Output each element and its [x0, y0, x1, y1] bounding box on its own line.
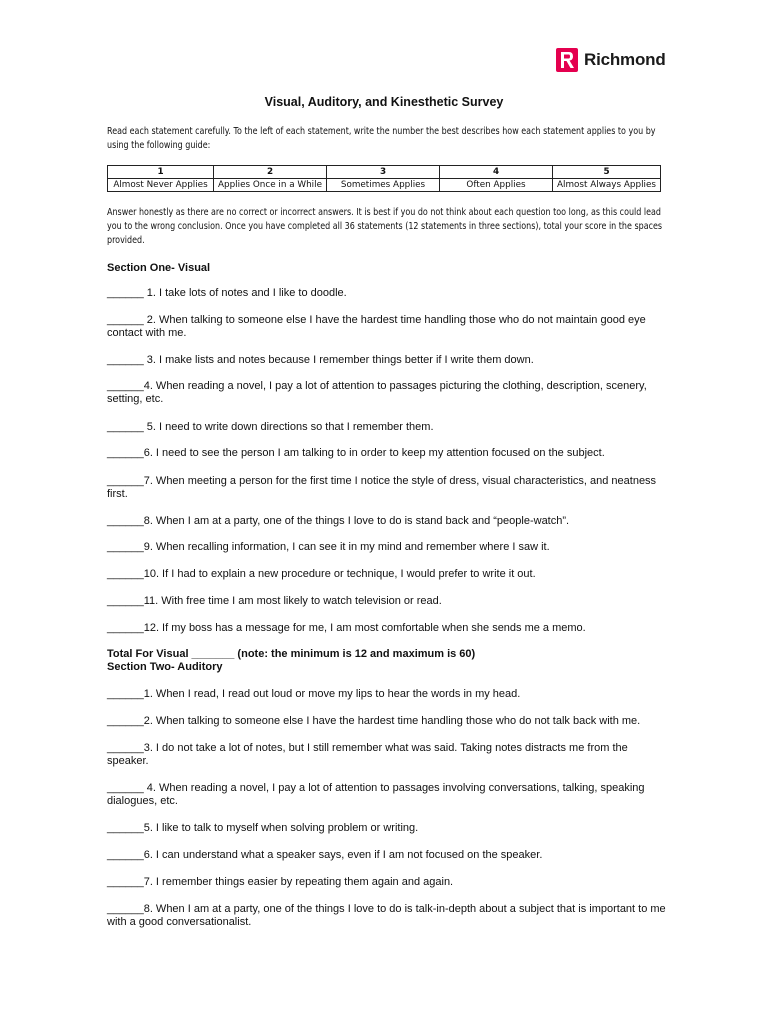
richmond-logo	[556, 47, 666, 73]
survey-item: ______ 4. When reading a novel, I pay a lot of attention to passages involving conversations, talking, speaking dialogues, etc.	[107, 782, 645, 807]
guide-label: Sometimes Applies	[327, 179, 440, 192]
survey-item: ______9. When recalling information, I can see it in my mind and remember where I saw it.	[107, 541, 550, 553]
guide-number-row	[108, 166, 661, 179]
rating-guide-table	[107, 165, 661, 192]
guide-number: 5	[553, 166, 661, 179]
page-title: Visual, Auditory, and Kinesthetic Survey	[264, 95, 504, 109]
richmond-logo-icon	[556, 48, 578, 72]
survey-item: ______1. When I read, I read out loud or move my lips to hear the words in my head.	[107, 688, 521, 700]
survey-item: ______8. When I am at a party, one of the things I love to do is talk-in-depth about a subject that is important to me with a good conversationalist.	[107, 903, 666, 928]
survey-item: ______6. I need to see the person I am talking to in order to keep my attention focused on the subject.	[107, 447, 605, 459]
guide-number: 2	[214, 166, 327, 179]
guide-label-row	[108, 179, 661, 192]
survey-item: ______7. I remember things easier by repeating them again and again.	[107, 876, 454, 888]
survey-item: ______7. When meeting a person for the first time I notice the style of dress, visual characteristics, and neatness first.	[107, 475, 657, 500]
survey-item: ______11. With free time I am most likely to watch television or read.	[107, 595, 442, 607]
section-heading-auditory: Section Two- Auditory	[107, 661, 223, 673]
survey-item: ______ 2. When talking to someone else I have the hardest time handling those who do not maintain good eye contact with me.	[107, 314, 646, 339]
guide-label: Applies Once in a While	[214, 179, 327, 192]
survey-item: ______ 5. I need to write down directions so that I remember them.	[107, 421, 434, 433]
instructions-note: Answer honestly as there are no correct or incorrect answers. It is best if you do not think about each question too long, as this could lead you to the wrong conclusion. Once you have completed all 36 statements (12 statements in three sections), total your score in the spaces provided.	[107, 207, 663, 246]
guide-label: Almost Always Applies	[553, 179, 661, 192]
survey-item: ______ 3. I make lists and notes because I remember things better if I write them down.	[107, 354, 534, 366]
survey-item: ______8. When I am at a party, one of the things I love to do is stand back and “people-watch”.	[107, 515, 570, 527]
guide-number: 4	[440, 166, 553, 179]
guide-number: 3	[327, 166, 440, 179]
intro-text: Read each statement carefully. To the left of each statement, write the number the best describes how each statement applies to you by using the following guide:	[107, 126, 656, 151]
survey-item: ______10. If I had to explain a new procedure or technique, I would prefer to write it out.	[107, 568, 536, 580]
survey-item: ______5. I like to talk to myself when solving problem or writing.	[107, 822, 419, 834]
guide-label: Often Applies	[440, 179, 553, 192]
survey-item: ______4. When reading a novel, I pay a lot of attention to passages picturing the clothing, description, scenery, setting, etc.	[107, 380, 647, 405]
guide-number: 1	[108, 166, 214, 179]
survey-item: ______3. I do not take a lot of notes, but I still remember what was said. Taking notes distracts me from the speaker.	[107, 742, 628, 767]
section-heading-visual: Section One- Visual	[107, 262, 211, 274]
survey-item: ______2. When talking to someone else I have the hardest time handling those who do not talk back with me.	[107, 715, 641, 727]
visual-total-line: Total For Visual _______ (note: the minimum is 12 and maximum is 60)	[107, 648, 476, 660]
guide-label: Almost Never Applies	[108, 179, 214, 192]
survey-item: ______ 1. I take lots of notes and I like to doodle.	[107, 287, 347, 299]
survey-item: ______12. If my boss has a message for me, I am most comfortable when she sends me a memo.	[107, 622, 586, 634]
brand-name: Richmond	[584, 50, 666, 69]
survey-item: ______6. I can understand what a speaker says, even if I am not focused on the speaker.	[107, 849, 543, 861]
